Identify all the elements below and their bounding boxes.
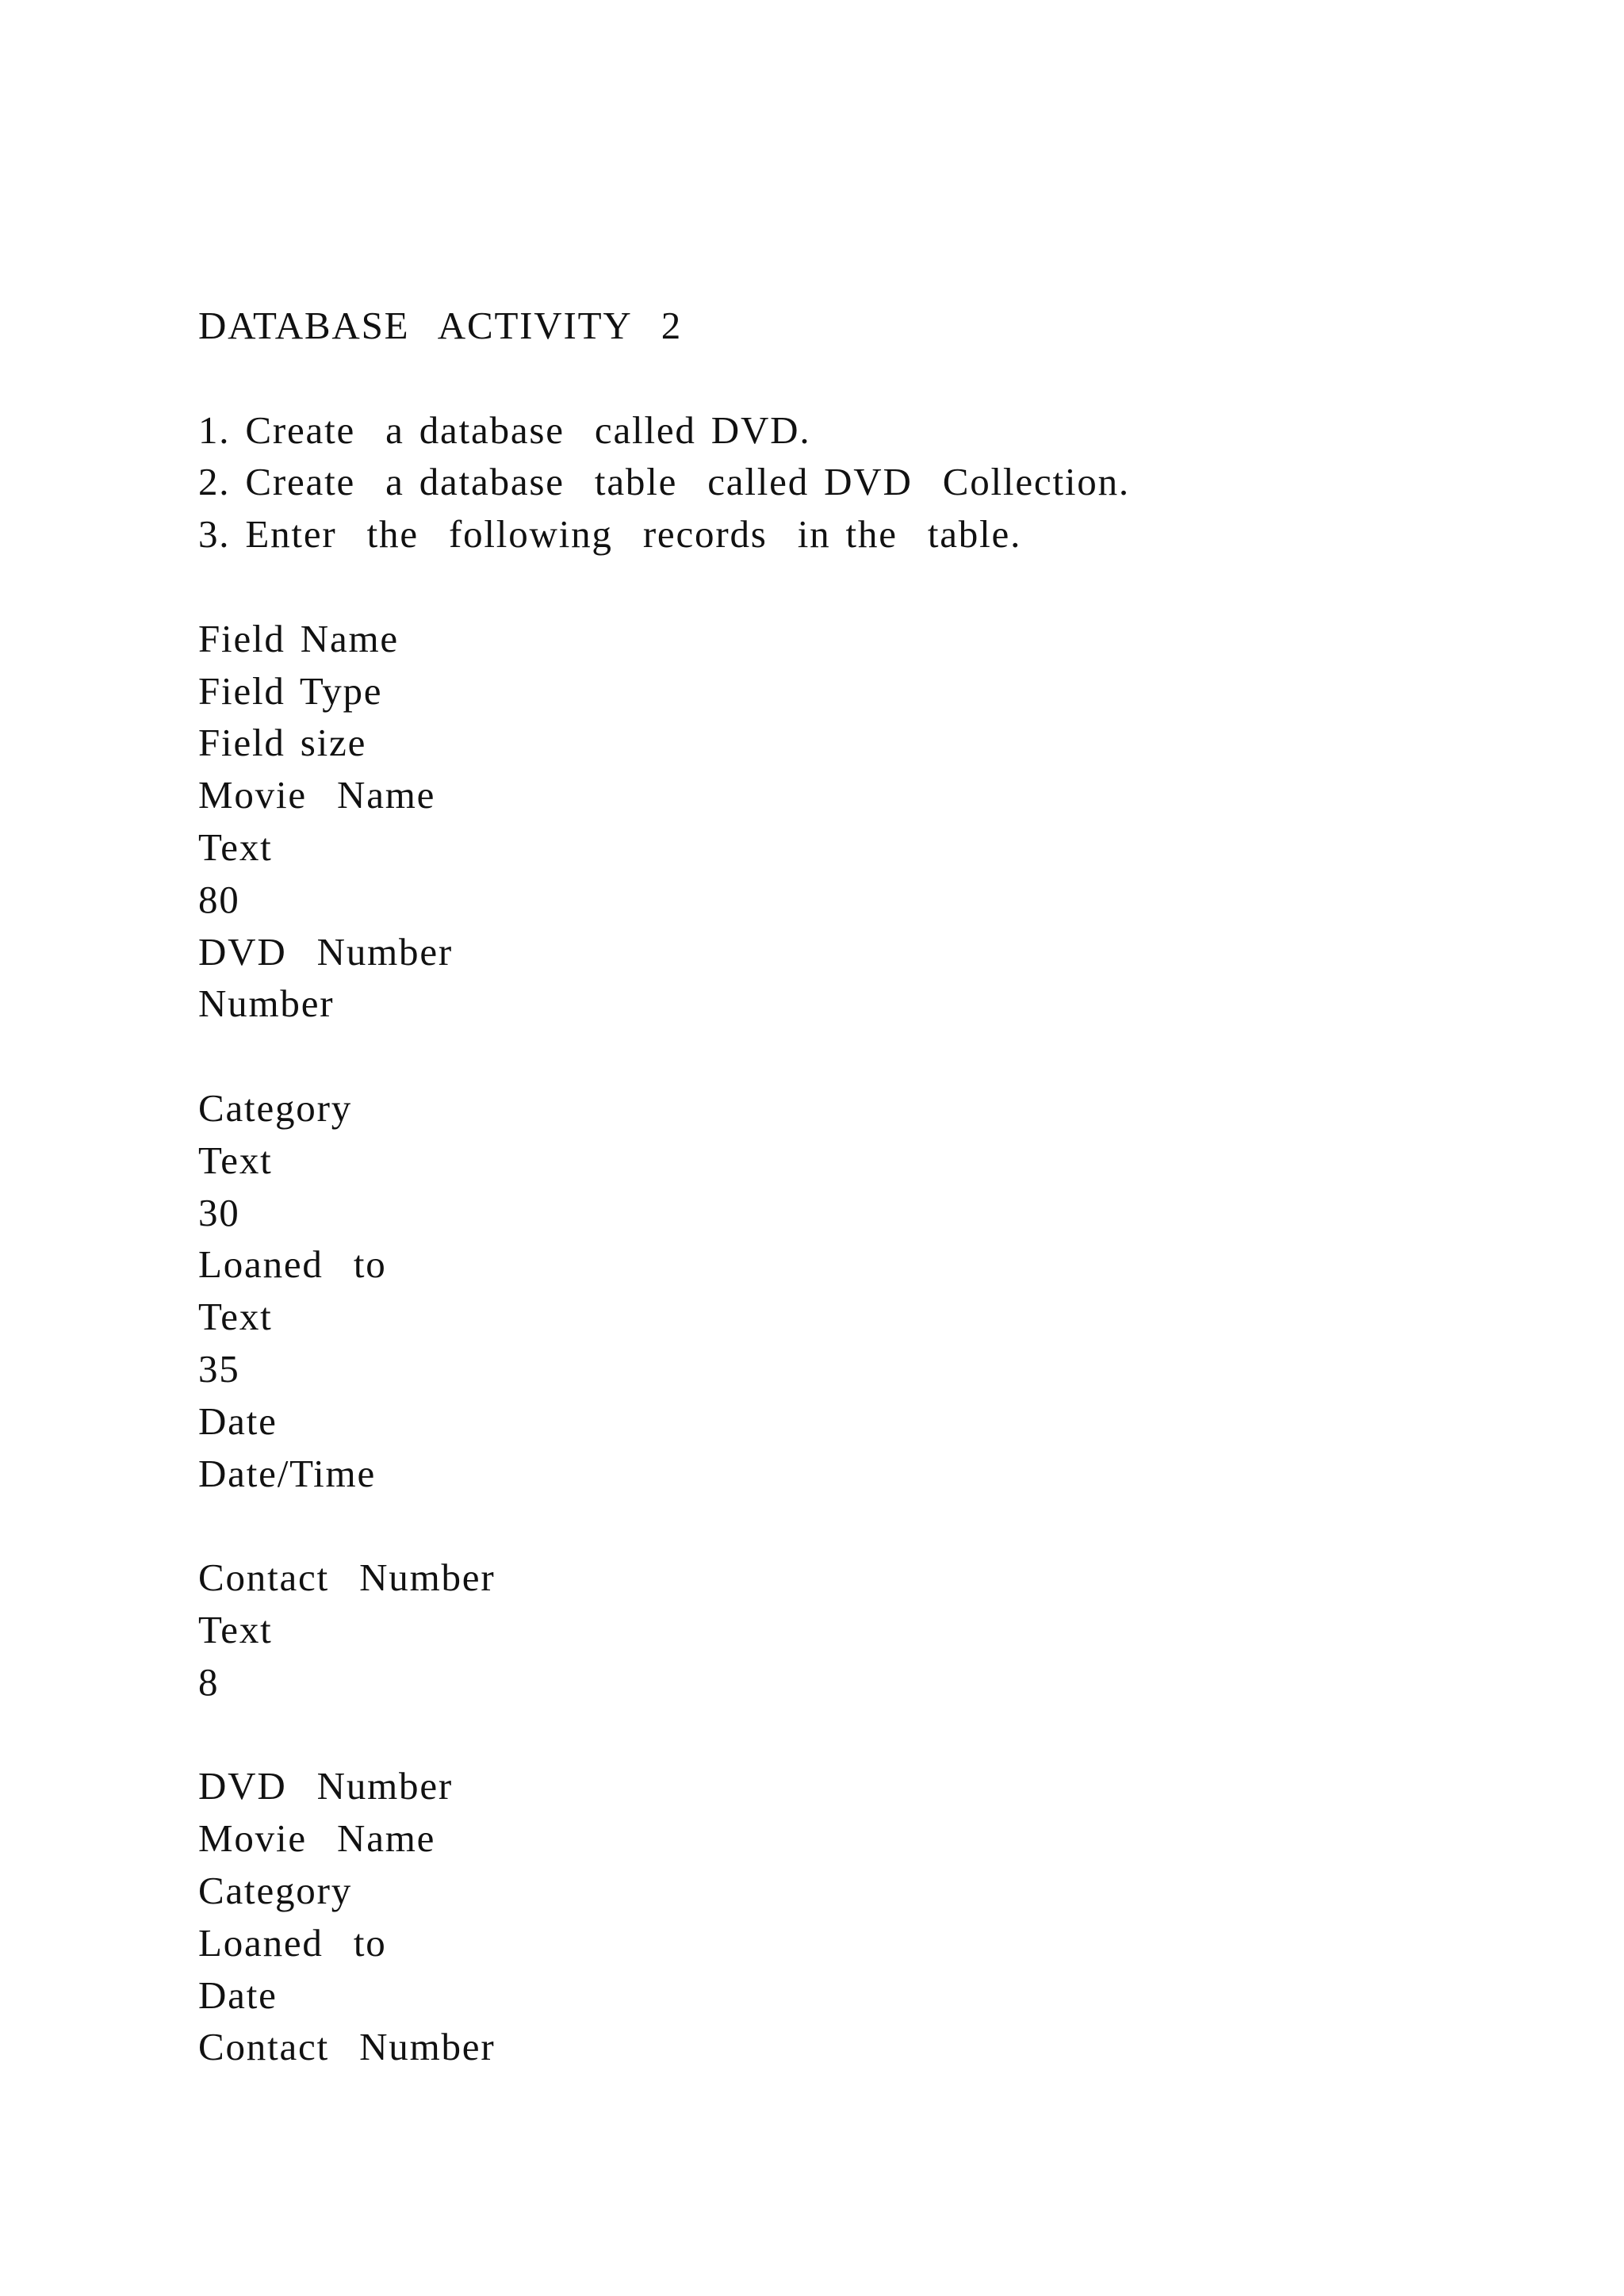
field-name: Date — [198, 1399, 278, 1443]
field-type: Text — [198, 1138, 273, 1182]
record-header: Movie Name — [198, 1816, 436, 1861]
field-size: 30 — [198, 1190, 240, 1234]
field-type: Text — [198, 1295, 273, 1339]
field-name: Loaned to — [198, 1242, 387, 1287]
field-size: 35 — [198, 1346, 240, 1391]
record-header: Category — [198, 1868, 353, 1912]
field-size: 80 — [198, 877, 240, 921]
spacer — [198, 1709, 1546, 1761]
field-name: Contact Number — [198, 1556, 496, 1600]
spacer — [198, 1499, 1546, 1552]
field-name: Category — [198, 1085, 353, 1130]
field-type: Number — [198, 982, 335, 1026]
document-title: DATABASE ACTIVITY 2 — [198, 304, 683, 347]
document-page — [198, 300, 1546, 2073]
spacer — [198, 352, 1546, 404]
instruction-3: 3. Enter the following records in the table. — [198, 512, 1022, 557]
field-size: 8 — [198, 1659, 220, 1704]
field-name: DVD Number — [198, 929, 454, 974]
field-header-type: Field Type — [198, 668, 383, 713]
field-type: Text — [198, 1607, 273, 1651]
record-header: Contact Number — [198, 2025, 496, 2069]
field-type: Date/Time — [198, 1451, 376, 1495]
record-header: Loaned to — [198, 1920, 387, 1965]
field-type: Text — [198, 825, 273, 869]
instruction-2: 2. Create a database table called DVD Collection. — [198, 460, 1130, 504]
field-header-name: Field Name — [198, 616, 399, 660]
field-name: Movie Name — [198, 773, 436, 817]
record-header: Date — [198, 1973, 278, 2017]
field-header-size: Field size — [198, 721, 367, 765]
spacer — [198, 561, 1546, 613]
spacer — [198, 1030, 1546, 1082]
record-header: DVD Number — [198, 1764, 454, 1808]
instruction-1: 1. Create a database called DVD. — [198, 408, 811, 452]
